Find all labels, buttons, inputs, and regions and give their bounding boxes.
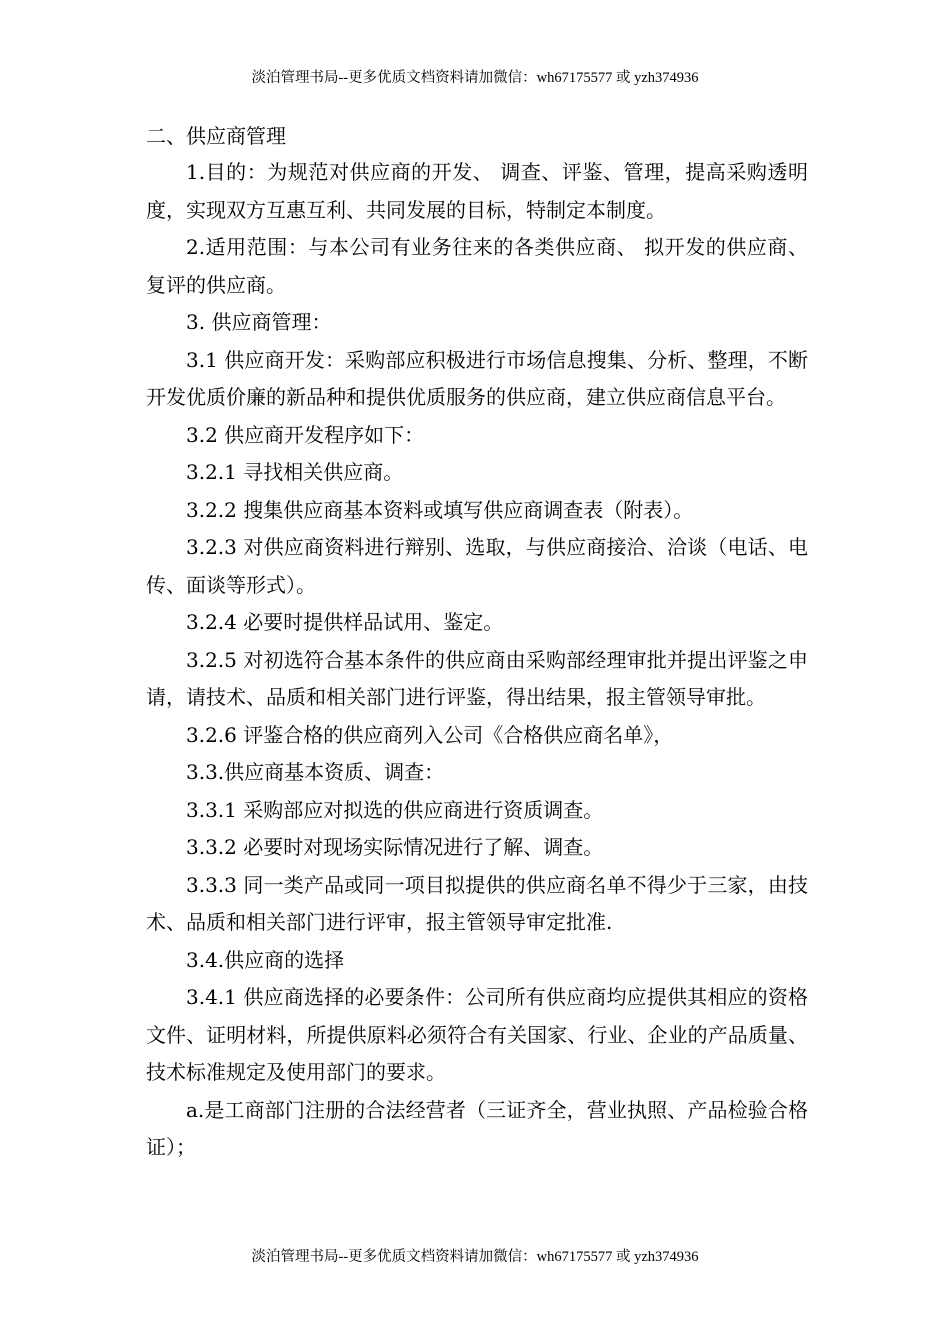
section-title: 二、供应商管理 xyxy=(146,124,286,148)
paragraph-3-2: 3.2 供应商开发程序如下： xyxy=(186,422,425,447)
paragraph-3-2-4: 3.2.4 必要时提供样品试用、鉴定。 xyxy=(186,610,504,634)
paragraph-3-3: 3.3.供应商基本资质、调查： xyxy=(186,760,445,784)
paragraph-3-2-5: 3.2.5 对初选符合基本条件的供应商由采购部经理审批并提出评鉴之申请，请技术、品质和相关部门进行评鉴，得出结果，报主管领导审批。 xyxy=(146,647,808,709)
paragraph-3-3-3: 3.3.3 同一类产品或同一项目拟提供的供应商名单不得少于三家，由技术、品质和相关部门进行评审，报主管领导审定批准. xyxy=(146,872,808,934)
document-body xyxy=(146,118,808,1167)
paragraph-3-3-1: 3.3.1 采购部应对拟选的供应商进行资质调查。 xyxy=(186,797,604,822)
paragraph-3-4: 3.4.供应商的选择 xyxy=(186,947,345,972)
paragraph-supplier-management: 3. 供应商管理： xyxy=(186,310,332,334)
page-footer: 淡泊管理书局--更多优质文档资料请加微信：wh67175577 或 yzh374936 xyxy=(251,1249,699,1265)
paragraph-3-4-1: 3.4.1 供应商选择的必要条件：公司所有供应商均应提供其相应的资格文件、证明材料，所提供原料必须符合有关国家、行业、企业的产品质量、技术标准规定及使用部门的要求。 xyxy=(146,985,808,1084)
paragraph-3-2-1: 3.2.1 寻找相关供应商。 xyxy=(186,460,404,484)
page-header: 淡泊管理书局--更多优质文档资料请加微信：wh67175577 或 yzh374936 xyxy=(251,70,699,86)
paragraph-3-2-6: 3.2.6 评鉴合格的供应商列入公司《合格供应商名单》， xyxy=(186,722,674,747)
paragraph-3-3-2: 3.3.2 必要时对现场实际情况进行了解、调查。 xyxy=(186,835,604,859)
paragraph-3-1: 3.1 供应商开发：采购部应积极进行市场信息搜集、分析、整理，不断开发优质价廉的新品种和提供优质服务的供应商，建立供应商信息平台。 xyxy=(146,347,808,409)
paragraph-a: a.是工商部门注册的合法经营者（三证齐全，营业执照、产品检验合格证）； xyxy=(146,1097,808,1159)
paragraph-3-2-2: 3.2.2 搜集供应商基本资料或填写供应商调查表（附表）。 xyxy=(186,497,694,522)
paragraph-3-2-3: 3.2.3 对供应商资料进行辩别、选取，与供应商接洽、洽谈（电话、电传、面谈等形式）。 xyxy=(146,535,808,597)
paragraph-scope: 2.适用范围：与本公司有业务往来的各类供应商、 拟开发的供应商、复评的供应商。 xyxy=(146,235,808,297)
paragraph-purpose: 1.目的：为规范对供应商的开发、 调查、评鉴、管理，提高采购透明度，实现双方互惠互利、共同发展的目标，特制定本制度。 xyxy=(146,160,808,222)
